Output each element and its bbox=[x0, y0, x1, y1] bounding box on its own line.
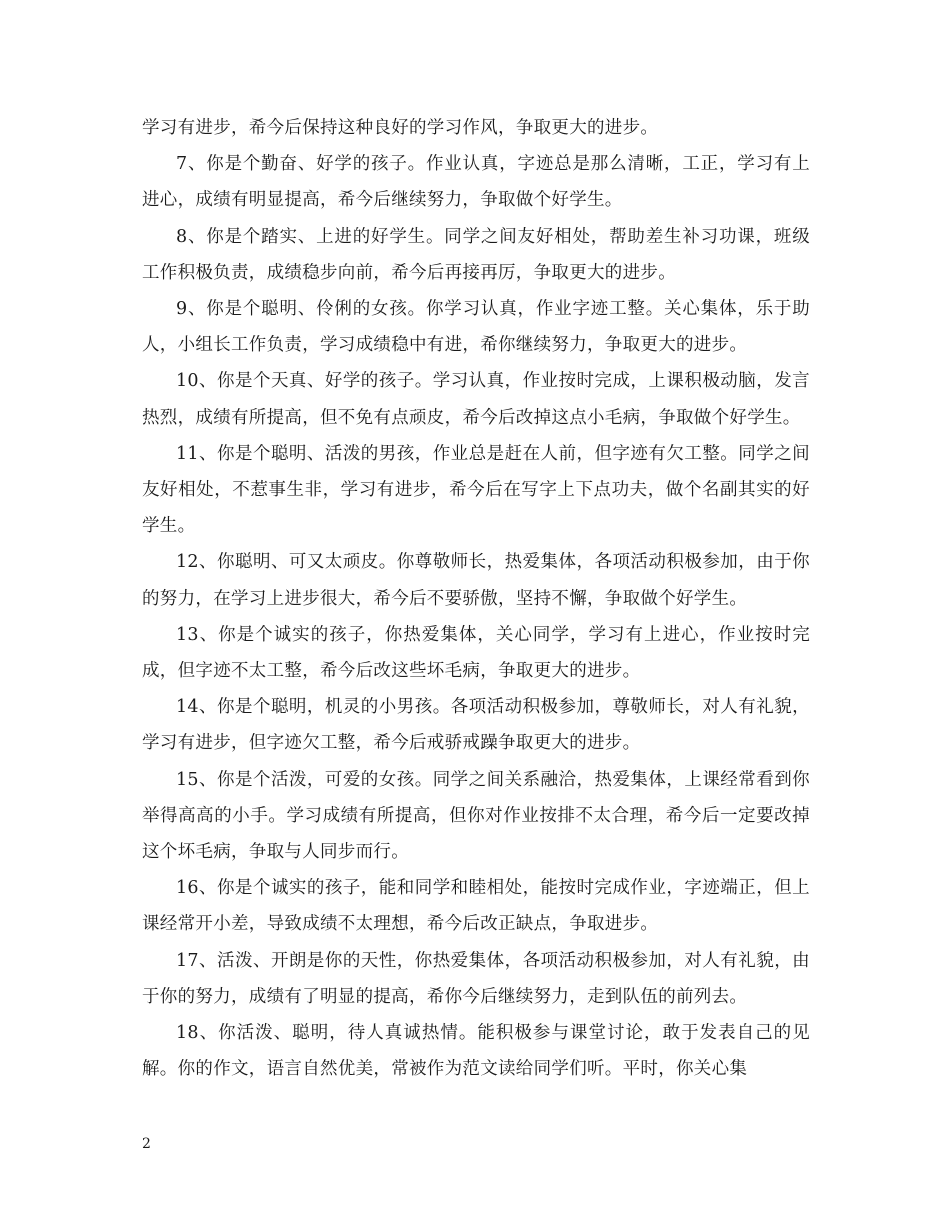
paragraph-comment-14: 14、你是个聪明，机灵的小男孩。各项活动积极参加，尊敬师长，对人有礼貌，学习有进步，但字迹欠工整，希今后戒骄戒躁争取更大的进步。 bbox=[142, 697, 810, 754]
paragraph-comment-7: 7、你是个勤奋、好学的孩子。作业认真，字迹总是那么清晰，工正，学习有上进心，成绩有明显提高，希今后继续努力，争取做个好学生。 bbox=[142, 154, 810, 211]
paragraph-comment-17: 17、活泼、开朗是你的天性，你热爱集体，各项活动积极参加，对人有礼貌，由于你的努力，成绩有了明显的提高，希你今后继续努力，走到队伍的前列去。 bbox=[142, 950, 810, 1007]
paragraph-comment-12: 12、你聪明、可又太顽皮。你尊敬师长，热爱集体，各项活动积极参加，由于你的努力，在学习上进步很大，希今后不要骄傲，坚持不懈，争取做个好学生。 bbox=[142, 552, 810, 609]
page-number: 2 bbox=[142, 1136, 151, 1152]
paragraph-comment-9: 9、你是个聪明、伶俐的女孩。你学习认真，作业字迹工整。关心集体，乐于助人，小组长工作负责，学习成绩稳中有进，希你继续努力，争取更大的进步。 bbox=[142, 299, 810, 356]
paragraph-comment-13: 13、你是个诚实的孩子，你热爱集体，关心同学，学习有上进心，作业按时完成，但字迹不太工整，希今后改这些坏毛病，争取更大的进步。 bbox=[142, 624, 810, 682]
paragraph-comment-11: 11、你是个聪明、活泼的男孩，作业总是赶在人前，但字迹有欠工整。同学之间友好相处，不惹事生非，学习有进步，希今后在写字上下点功夫，做个名副其实的好学生。 bbox=[142, 443, 810, 537]
paragraph-continuation: 学习有进步，希今后保持这种良好的学习作风，争取更大的进步。 bbox=[142, 118, 659, 138]
paragraph-comment-16: 16、你是个诚实的孩子，能和同学和睦相处，能按时完成作业，字迹端正，但上课经常开小差，导致成绩不太理想，希今后改正缺点，争取进步。 bbox=[142, 878, 810, 935]
paragraph-comment-10: 10、你是个天真、好学的孩子。学习认真，作业按时完成，上课积极动脑，发言热烈，成绩有所提高，但不免有点顽皮，希今后改掉这点小毛病，争取做个好学生。 bbox=[142, 371, 810, 428]
paragraph-comment-15: 15、你是个活泼，可爱的女孩。同学之间关系融洽，热爱集体，上课经常看到你举得高高的小手。学习成绩有所提高，但你对作业按排不太合理，希今后一定要改掉这个坏毛病，争取与人同步而行。 bbox=[142, 769, 810, 863]
paragraph-comment-8: 8、你是个踏实、上进的好学生。同学之间友好相处，帮助差生补习功课，班级工作积极负责，成绩稳步向前，希今后再接再厉，争取更大的进步。 bbox=[142, 226, 810, 283]
paragraph-comment-18: 18、你活泼、聪明，待人真诚热情。能积极参与课堂讨论，敢于发表自己的见解。你的作文，语言自然优美，常被作为范文读给同学们听。平时，你关心集 bbox=[142, 1023, 810, 1080]
document-body bbox=[142, 110, 810, 1087]
